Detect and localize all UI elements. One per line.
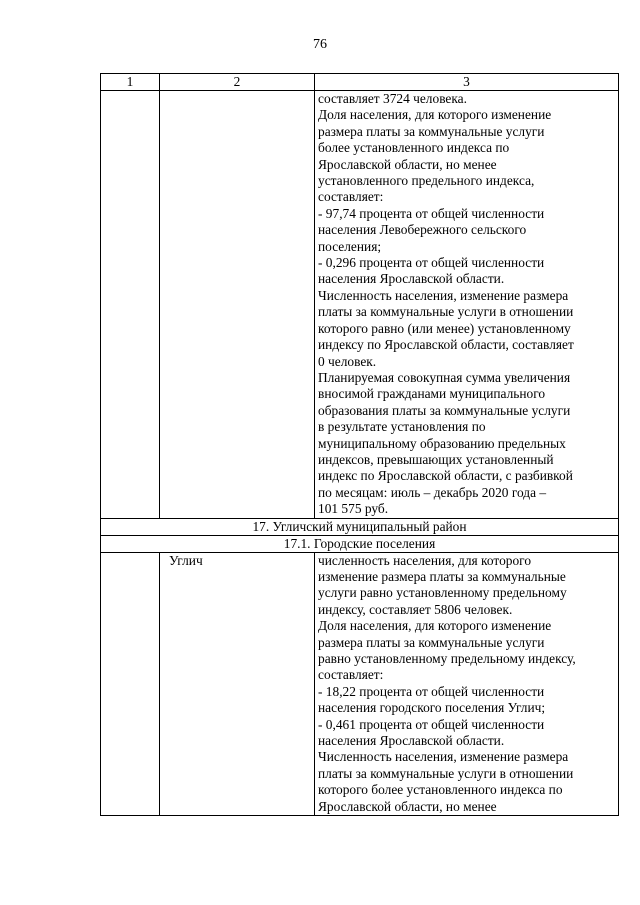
description-line: населения Ярославской области. — [318, 733, 505, 749]
description-line: платы за коммунальные услуги в отношении — [318, 304, 574, 320]
table-row — [101, 552, 619, 816]
description-line: поселения; — [318, 238, 382, 254]
description-line: которого равно (или менее) установленному — [318, 320, 571, 336]
description-line: Ярославской области, но менее — [318, 156, 497, 172]
description-line: муниципальному образованию предельных — [318, 435, 566, 451]
description-line: равно установленному предельному индексу, — [318, 651, 576, 666]
description-line: установленного предельного индекса, — [318, 173, 535, 189]
section-heading-row — [101, 535, 619, 552]
description-line: Доля населения, для которого изменение — [318, 107, 552, 123]
description-line: Доля населения, для которого изменение — [318, 618, 552, 634]
description-line: Планируемая совокупная сумма увеличения — [318, 369, 571, 385]
header-col-2: 2 — [160, 74, 315, 91]
header-col-1: 1 — [101, 74, 160, 91]
description-line: - 0,296 процента от общей численности — [318, 255, 545, 271]
description-line: услуги равно установленному предельному — [318, 585, 567, 601]
settlement-name-cell — [160, 91, 315, 519]
description-line: населения городского поселения Углич; — [318, 700, 546, 716]
settlement-name-cell: Углич — [160, 552, 315, 816]
description-line: индексу по Ярославской области, составляет — [318, 337, 574, 353]
description-line: в результате установления по — [318, 419, 486, 435]
description-cell — [315, 552, 619, 816]
description-line: индексу, составляет 5806 человек. — [318, 601, 513, 617]
description-line: которого более установленного индекса по — [318, 782, 563, 798]
table-row — [101, 91, 619, 519]
description-line: населения Левобережного сельского — [318, 222, 527, 238]
description-line: вносимой гражданами муниципального — [318, 386, 546, 402]
description-line: изменение размера платы за коммунальные — [318, 568, 566, 584]
description-line: составляет: — [318, 189, 384, 205]
description-line: - 18,22 процента от общей численности — [318, 683, 545, 699]
table-header-row — [101, 74, 619, 91]
description-line: более установленного индекса по — [318, 140, 510, 156]
description-line: составляет 3724 человека. — [318, 91, 467, 106]
description-line: численность населения, для которого — [318, 552, 532, 568]
description-line: населения Ярославской области. — [318, 271, 505, 287]
description-line: - 97,74 процента от общей численности — [318, 205, 545, 221]
description-line: Численность населения, изменение размера — [318, 749, 569, 765]
description-line: Ярославской области, но менее — [318, 798, 497, 814]
description-line: по месяцам: июль – декабрь 2020 года – — [318, 484, 547, 500]
description-line: размера платы за коммунальные услуги — [318, 634, 545, 650]
description-line: индексов, превышающих установленный — [318, 451, 554, 467]
row-number-cell — [101, 552, 160, 816]
tariff-table — [100, 73, 619, 816]
description-line: образования платы за коммунальные услуги — [318, 402, 571, 418]
description-line: индекс по Ярославской области, с разбивкой — [318, 468, 573, 484]
section-heading: 17.1. Городские поселения — [101, 535, 619, 552]
header-col-3: 3 — [315, 74, 619, 91]
page-number: 76 — [313, 37, 327, 52]
description-cell — [315, 91, 619, 519]
description-line: платы за коммунальные услуги в отношении — [318, 765, 574, 781]
description-line: составляет: — [318, 667, 384, 683]
description-line: Численность населения, изменение размера — [318, 287, 569, 303]
row-number-cell — [101, 91, 160, 519]
description-line: размера платы за коммунальные услуги — [318, 123, 545, 139]
section-heading-row — [101, 518, 619, 535]
description-line: 0 человек. — [318, 353, 377, 369]
description-line: - 0,461 процента от общей численности — [318, 716, 545, 732]
section-heading: 17. Угличский муниципальный район — [101, 518, 619, 535]
description-line: 101 575 руб. — [318, 501, 389, 517]
table-body — [101, 74, 619, 816]
